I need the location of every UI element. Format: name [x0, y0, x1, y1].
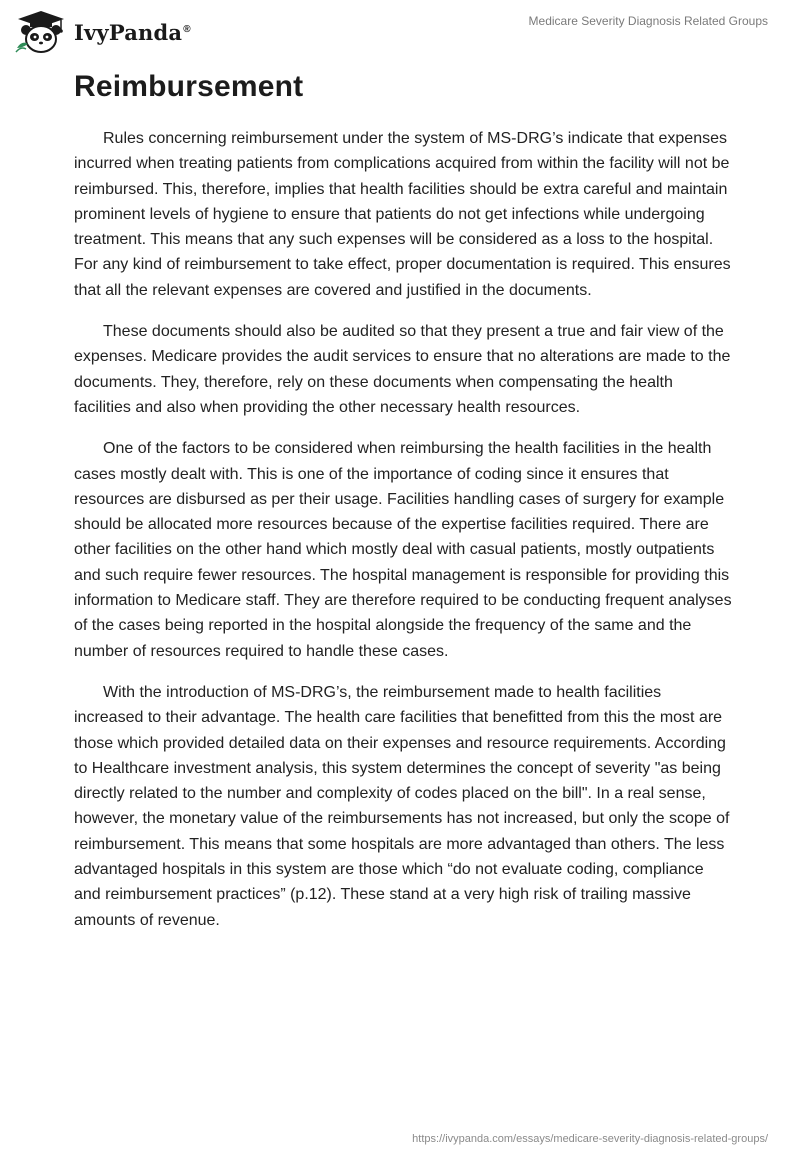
paragraph: One of the factors to be considered when reimbursing the health facilities in the health cases mostly dealt with. This is one of the importance of coding since it ensures that resources are disbursed as per their usage. Facilities handling cases of surgery for example should be allocated more resources because of the expertise facilities required. There are other facilities on the other hand which mostly deal with casual patients, mostly outpatients and such require fewer resources. The hospital management is responsible for providing this information to Medicare staff. They are therefore required to be conducting frequent analyses of the cases being reported in the hospital alongside the frequency of the same and the number of resources required to handle these cases. [74, 440, 732, 660]
paragraph: With the introduction of MS-DRG’s, the reimbursement made to health facilities increased to their advantage. The health care facilities that benefitted from this the most are those which provided detailed data on their expenses and resource requirements. According to Healthcare investment analysis, this system determines the concept of severity "as being directly related to the number and complexity of codes placed on the bill". In a real sense, however, the monetary value of the reimbursements has not increased, but only the scope of reimbursement. This means that some hospitals are more advantaged than others. The less advantaged hospitals in this system are those which “do not evaluate coding, compliance and reimbursement practices” (p.12). These stand at a very high risk of trailing massive amounts of revenue. [74, 683, 730, 929]
registered-mark: ® [183, 23, 191, 35]
article-body [74, 70, 734, 949]
logo-wordmark: IvyPanda® [74, 19, 191, 45]
paragraph: These documents should also be audited so that they present a true and fair view of the expenses. Medicare provides the audit services to ensure that no alterations are made to the documents. They, therefore, rely on these documents when compensating the health facilities and also when providing the other necessary health resources. [74, 323, 731, 416]
ivypanda-logo[interactable] [14, 8, 191, 54]
page-header [0, 0, 800, 60]
panda-graduate-icon [14, 8, 68, 54]
paragraph: Rules concerning reimbursement under the system of MS-DRG’s indicate that expenses incurred when treating patients from complications acquired from within the facility will not be reimbursed. This, therefore, implies that health facilities should be extra careful and maintain prominent levels of hygiene to ensure that patients do not get infections while undergoing treatment. This means that any such expenses will be considered as a loss to the hospital. For any kind of reimbursement to take effect, proper documentation is required. This ensures that all the relevant expenses are covered and justified in the documents. [74, 130, 731, 299]
document-title: Medicare Severity Diagnosis Related Groups [528, 14, 768, 28]
source-url-link[interactable]: https://ivypanda.com/essays/medicare-severity-diagnosis-related-groups/ [412, 1133, 768, 1145]
section-heading: Reimbursement [74, 70, 304, 103]
